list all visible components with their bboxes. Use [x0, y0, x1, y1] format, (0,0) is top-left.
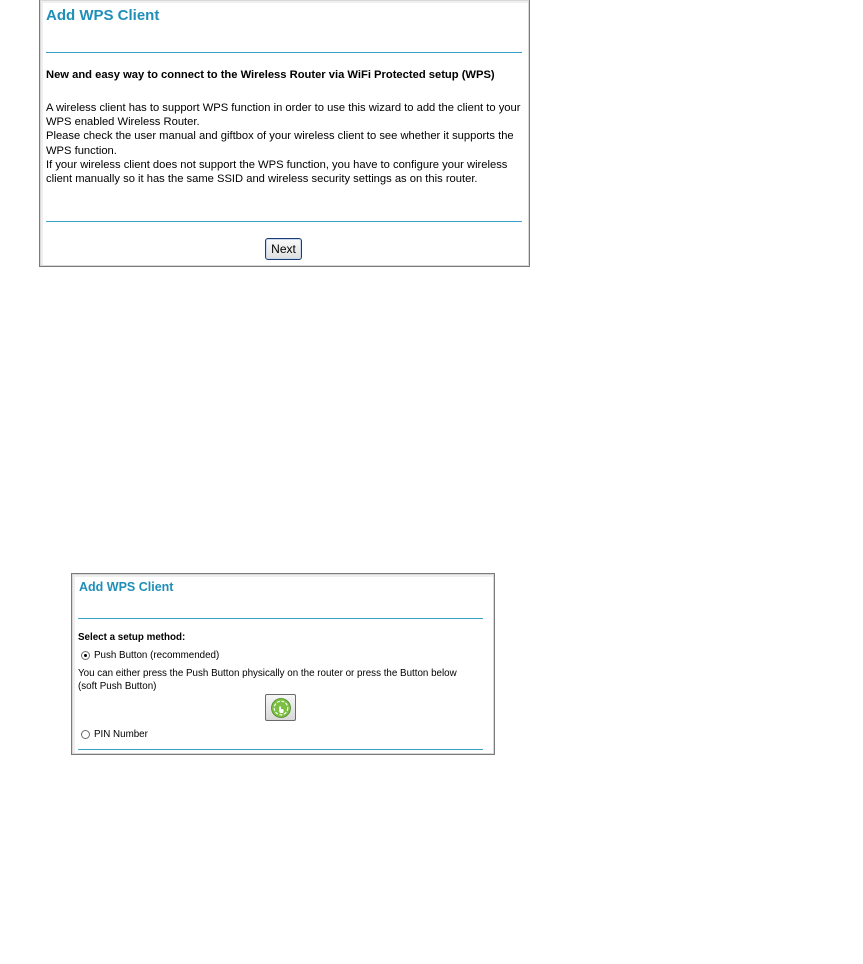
intro-text	[46, 101, 524, 186]
push-button-option[interactable]	[81, 650, 219, 661]
push-button-radio[interactable]	[81, 651, 90, 660]
intro-paragraph: If your wireless client does not support the WPS function, you have to configure your wireless client manually so it has the same SSID and wireless security settings as on this router.	[46, 158, 508, 186]
divider	[46, 221, 522, 222]
wps-intro-panel	[39, 0, 530, 267]
push-button-option-label: Push Button (recommended)	[94, 650, 220, 661]
intro-paragraph: Please check the user manual and giftbox of your wireless client to see whether it supports the WPS function.	[46, 130, 514, 157]
pin-number-option[interactable]	[81, 729, 148, 740]
pin-number-radio[interactable]	[81, 730, 90, 739]
help-line: You can either press the Push Button physically on the router or press the Button below	[78, 668, 457, 679]
intro-heading: New and easy way to connect to the Wireless Router via WiFi Protected setup (WPS)	[46, 69, 495, 81]
divider	[78, 618, 483, 619]
pin-number-option-label: PIN Number	[94, 729, 148, 740]
divider	[78, 749, 483, 750]
wps-push-icon	[271, 698, 291, 718]
intro-paragraph: A wireless client has to support WPS function in order to use this wizard to add the client to your WPS enabled Wireless Router.	[46, 102, 521, 129]
next-button[interactable]: Next	[265, 238, 302, 260]
setup-method-label: Select a setup method:	[78, 632, 186, 643]
wps-method-panel	[71, 573, 495, 755]
push-button-help	[78, 668, 483, 693]
page-title: Add WPS Client	[46, 7, 160, 24]
help-line: (soft Push Button)	[78, 680, 157, 692]
page-title: Add WPS Client	[79, 580, 174, 594]
soft-push-button[interactable]	[265, 694, 296, 721]
divider	[46, 52, 522, 53]
